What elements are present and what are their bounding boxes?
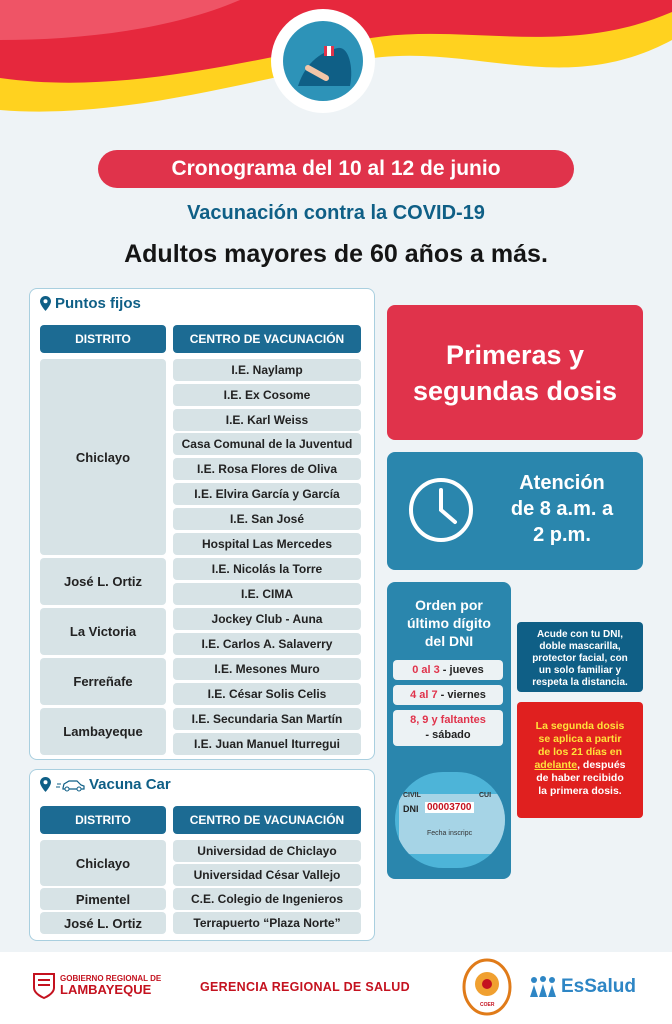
requirements-note: Acude con tu DNI, doble mascarilla, protector facial, con un solo familiar y respeta la distancia.: [517, 622, 643, 692]
vacuna-car-panel: [29, 769, 375, 941]
attention-hours-text: Atención de 8 a.m. a 2 p.m.: [510, 472, 614, 546]
dni-card-illustration: CIVIL CUI DNI 00003700 Fecha inscripc: [395, 772, 505, 868]
district-cell: Pimentel: [40, 888, 166, 910]
puntos-fijos-title: Puntos fijos: [40, 295, 141, 312]
dni-number: 00003700: [427, 802, 472, 813]
district-cell: José L. Ortiz: [40, 558, 166, 605]
col-header-distrito: DISTRITO: [40, 806, 166, 834]
col-header-centro: CENTRO DE VACUNACIÓN: [173, 325, 361, 353]
location-pin-icon: [40, 777, 51, 792]
center-cell: I.E. Rosa Flores de Oliva: [173, 458, 361, 480]
gerencia-salud-label: GERENCIA REGIONAL DE SALUD: [200, 980, 410, 994]
second-dose-note: La segunda dosis se aplica a partir de los 21 días en adelante, después de haber recibido la primera dosis.: [517, 702, 643, 818]
center-cell: I.E. San José: [173, 508, 361, 530]
center-cell: I.E. Secundaria San Martín: [173, 708, 361, 730]
target-population-headline: Adultos mayores de 60 años a más.: [124, 240, 548, 268]
vacuna-car-title: Vacuna Car: [40, 776, 171, 793]
puntos-fijos-panel: [29, 288, 375, 760]
center-cell: I.E. Elvira García y García: [173, 483, 361, 505]
center-cell: I.E. Naylamp: [173, 359, 361, 381]
location-pin-icon: [40, 296, 51, 311]
col-header-centro: CENTRO DE VACUNACIÓN: [173, 806, 361, 834]
dni-schedule-row: 0 al 3 - jueves: [393, 660, 503, 680]
center-cell: Casa Comunal de la Juventud: [173, 433, 361, 455]
footer: [0, 952, 672, 1024]
center-cell: I.E. Carlos A. Salaverry: [173, 633, 361, 655]
dni-schedule-row: 4 al 7 - viernes: [393, 685, 503, 705]
district-cell: José L. Ortiz: [40, 912, 166, 934]
center-cell: Universidad de Chiclayo: [173, 840, 361, 862]
district-cell: Ferreñafe: [40, 658, 166, 705]
center-cell: I.E. CIMA: [173, 583, 361, 605]
district-cell: Chiclayo: [40, 359, 166, 555]
center-cell: I.E. Karl Weiss: [173, 409, 361, 431]
coer-logo: COER: [462, 958, 512, 1016]
center-cell: I.E. Nicolás la Torre: [173, 558, 361, 580]
district-cell: Lambayeque: [40, 708, 166, 755]
center-cell: Terrapuerto “Plaza Norte”: [173, 912, 361, 934]
center-cell: Jockey Club - Auna: [173, 608, 361, 630]
center-cell: I.E. César Solis Celis: [173, 683, 361, 705]
dosis-banner: Primeras y segundas dosis: [387, 305, 643, 440]
vaccination-campaign-logo: [268, 6, 378, 116]
dni-schedule-row: 8, 9 y faltantes - sábado: [393, 710, 503, 746]
schedule-title: Cronograma del 10 al 12 de junio: [98, 150, 574, 188]
center-cell: I.E. Juan Manuel Iturregui: [173, 733, 361, 755]
dni-order-title: Orden por último dígito del DNI: [407, 597, 491, 649]
center-cell: I.E. Mesones Muro: [173, 658, 361, 680]
dni-order-box: [387, 582, 511, 879]
clock-icon: [407, 476, 475, 544]
center-cell: C.E. Colegio de Ingenieros: [173, 888, 361, 910]
center-cell: Universidad César Vallejo: [173, 864, 361, 886]
center-cell: Hospital Las Mercedes: [173, 533, 361, 555]
family-icon: [528, 975, 558, 999]
district-cell: Chiclayo: [40, 840, 166, 886]
regional-crest-icon: [32, 970, 56, 1000]
gobierno-regional-logo: GOBIERNO REGIONAL DE LAMBAYEQUE: [32, 970, 161, 1000]
campaign-subtitle: Vacunación contra la COVID-19: [187, 202, 485, 224]
essalud-logo: EsSalud: [528, 975, 636, 999]
district-cell: La Victoria: [40, 608, 166, 655]
car-icon: [55, 778, 85, 792]
attention-hours-box: [387, 452, 643, 570]
col-header-distrito: DISTRITO: [40, 325, 166, 353]
center-cell: I.E. Ex Cosome: [173, 384, 361, 406]
